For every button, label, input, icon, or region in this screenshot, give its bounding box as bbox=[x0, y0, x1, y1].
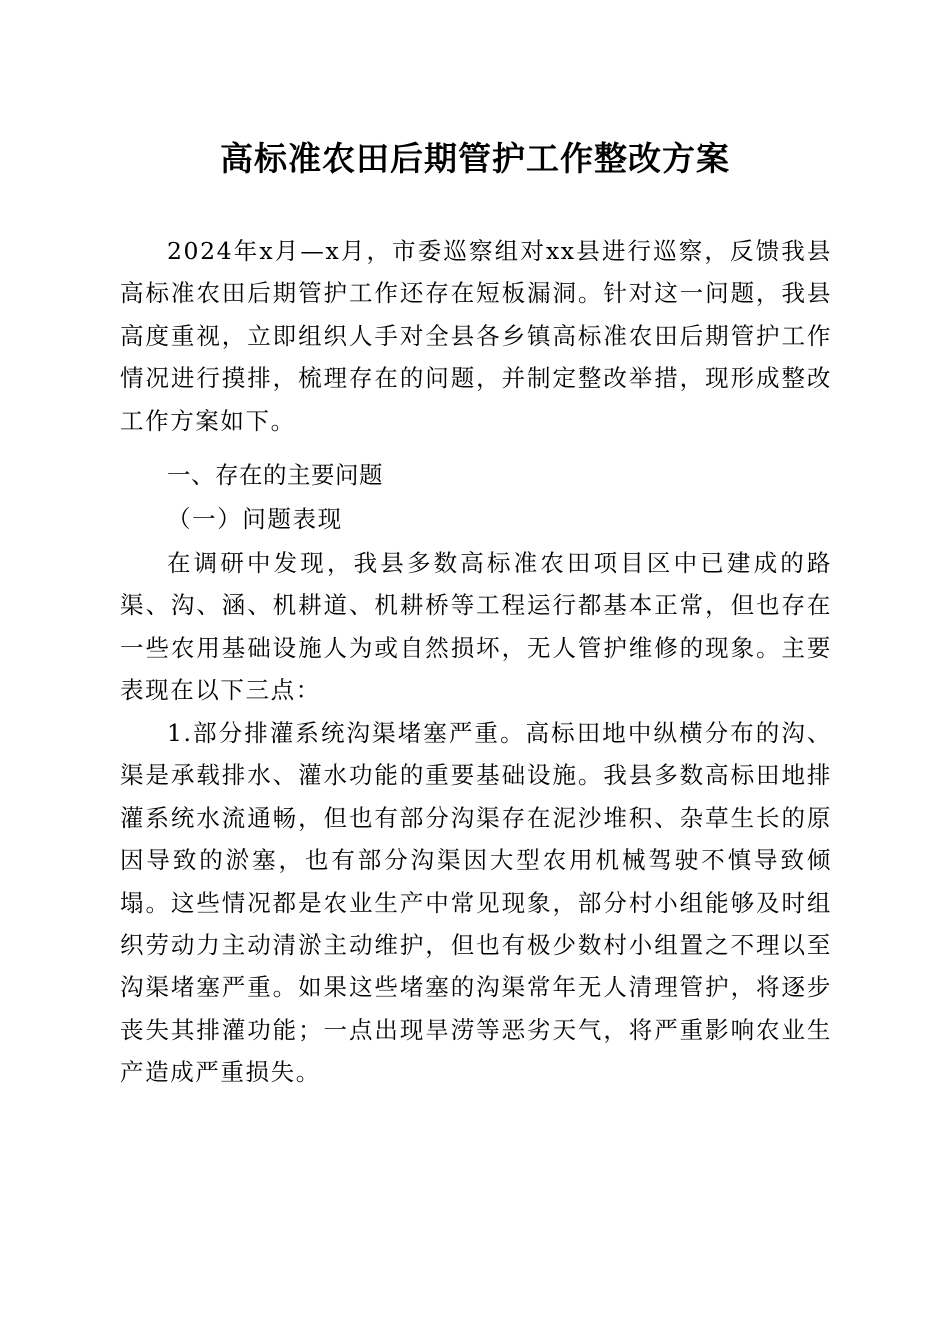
point-1-paragraph: 1.部分排灌系统沟渠堵塞严重。高标田地中纵横分布的沟、渠是承载排水、灌水功能的重要基础设施。我县多数高标田地排灌系统水流通畅，但也有部分沟渠存在泥沙堆积、杂草生长的原因导致的淤塞，也有部分沟渠因大型农用机械驾驶不慎导致倾塌。这些情况都是农业生产中常见现象，部分村小组能够及时组织劳动力主动清淤主动维护，但也有极少数村小组置之不理以至沟渠堵塞严重。如果这些堵塞的沟渠常年无人清理管护，将逐步丧失其排灌功能；一点出现旱涝等恶劣天气，将严重影响农业生产造成严重损失。 bbox=[120, 719, 832, 1087]
findings-paragraph: 在调研中发现，我县多数高标准农田项目区中已建成的路渠、沟、涵、机耕道、机耕桥等工程运行都基本正常，但也存在一些农用基础设施人为或自然损坏，无人管护维修的现象。主要表现在以下三点： bbox=[120, 549, 832, 705]
document-title: 高标准农田后期管护工作整改方案 bbox=[220, 139, 730, 178]
subsection-heading: （一）问题表现 bbox=[167, 505, 343, 533]
intro-paragraph: 2024年x月—x月，市委巡察组对xx县进行巡察，反馈我县高标准农田后期管护工作还存在短板漏洞。针对这一问题，我县高度重视，立即组织人手对全县各乡镇高标准农田后期管护工作情况进行摸排，梳理存在的问题，并制定整改举措，现形成整改工作方案如下。 bbox=[120, 237, 832, 435]
section-heading: 一、存在的主要问题 bbox=[167, 461, 383, 489]
